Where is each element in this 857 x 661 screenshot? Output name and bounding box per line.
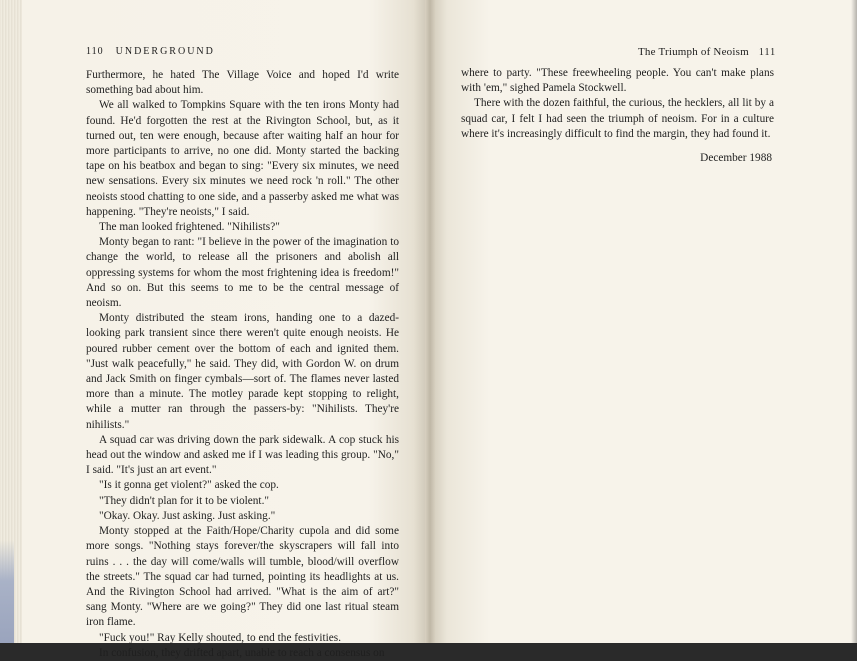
left-running-header [86,46,215,57]
page-edge-shadow [851,0,857,643]
right-running-head: The Triumph of Neoism [638,46,749,58]
right-running-header [638,46,776,58]
paragraph: We all walked to Tompkins Square with the ten irons Monty had found. He'd forgotten the rest at the Rivington School, but, as it turned out, ten were enough, because after waiting half an hour for more participants to arrive, no one did. Monty started the backing tape on his beatbox and began to sing: "Every six minutes, we need new sensations. Every six minutes we need rock 'n roll." The other neoists stood chatting to one side, and a passerby asked me what was happening. "They're neoists," I said. [86,99,399,218]
paragraph: Monty distributed the steam irons, handing one to a dazed-looking park transient since there weren't quite enough neoists. He poured rubber cement over the bottom of each and ignited them. "Just walk peacefully," he said. They did, with Gordon W. on drum and Jack Smith on finger cymbals—sort of. The flames never lasted more than a minute. The motley parade kept stopping to relight, while a mutter ran through the passers-by: "Nihilists. They're nihilists." [86,312,399,431]
paragraph: "Okay. Okay. Just asking. Just asking." [99,509,276,522]
page-edge-tint [0,540,14,643]
paragraph: Monty began to rant: "I believe in the power of the imagination to change the world, to release all the prisoners and abolish all oppressing systems for whom the most frightening idea is freedom!" And so on. But this seems to me to be the central message of neoism. [86,236,399,310]
left-page-number: 110 [86,46,104,57]
paragraph: In confusion, they drifted apart, unable to reach a consensus on [99,646,385,659]
paragraph: The man looked frightened. "Nihilists?" [99,221,280,234]
paragraph: There with the dozen faithful, the curious, the hecklers, all lit by a squad car, I felt I had seen the triumph of neoism. For in a culture where it's increasingly difficult to find the margin, they had found it. [461,97,774,140]
dateline: December 1988 [700,152,772,164]
left-running-head: UNDERGROUND [115,46,215,57]
right-body-text [461,66,774,142]
paragraph: Furthermore, he hated The Village Voice and hoped I'd write something bad about him. [86,69,399,97]
paragraph: "They didn't plan for it to be violent." [99,494,270,507]
paragraph: "Fuck you!" Ray Kelly shouted, to end the festivities. [99,631,342,644]
right-page-number: 111 [758,47,777,58]
book-gutter [425,0,435,643]
paragraph: A squad car was driving down the park sidewalk. A cop stuck his head out the window and asked me if I was leading this group. "No," I said. "It's just an art event." [86,433,399,477]
paragraph: where to party. "These freewheeling people. You can't make plans with 'em," sighed Pamela Stockwell. [461,67,774,95]
paragraph: "Is it gonna get violent?" asked the cop. [99,479,279,492]
paragraph: Monty stopped at the Faith/Hope/Charity cupola and did some more songs. "Nothing stays forever/the skyscrapers will fall into ruins . . . the day will come/walls will tumble, blood/will overflow the streets." The squad car had turned, pointing its headlights at us. And the Rivington School had arrived. "What is the aim of art?" sang Monty. "Where are we going?" They did one last ritual steam iron flame. [86,525,399,629]
left-body-text [86,68,399,661]
